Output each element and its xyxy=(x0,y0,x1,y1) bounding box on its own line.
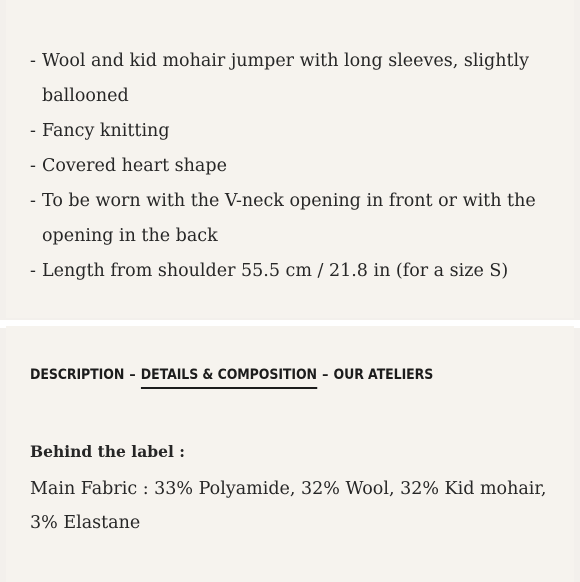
feature-text: To be worn with the V-neck opening in front or with the opening in the back xyxy=(42,191,536,246)
tab-description[interactable]: DESCRIPTION xyxy=(30,366,125,383)
feature-text: Covered heart shape xyxy=(42,156,227,176)
main-fabric-text: Main Fabric : 33% Polyamide, 32% Wool, 32% Kid mohair, 3% Elastane xyxy=(30,479,547,533)
info-tabs xyxy=(30,366,433,402)
tab-our-ateliers[interactable]: OUR ATELIERS xyxy=(333,366,434,383)
list-item xyxy=(30,114,570,149)
bullet-dash: - xyxy=(30,156,36,176)
composition-panel xyxy=(6,326,574,582)
bullet-dash: - xyxy=(30,121,36,141)
list-item xyxy=(30,44,570,114)
tab-details-composition[interactable]: DETAILS & COMPOSITION xyxy=(141,366,317,389)
bullet-dash: - xyxy=(30,191,36,211)
feature-list xyxy=(30,44,570,289)
composition-label-heading: Behind the label : xyxy=(30,442,185,461)
bullet-dash: - xyxy=(30,261,36,281)
product-features-panel xyxy=(6,0,574,318)
list-item xyxy=(30,149,570,184)
feature-text: Wool and kid mohair jumper with long sleeves, slightly ballooned xyxy=(42,51,530,106)
bullet-dash: - xyxy=(30,51,36,71)
feature-text: Length from shoulder 55.5 cm / 21.8 in (for a size S) xyxy=(42,261,509,281)
list-item xyxy=(30,184,570,254)
feature-text: Fancy knitting xyxy=(42,121,170,141)
list-item xyxy=(30,254,570,289)
tab-separator: – xyxy=(129,366,136,383)
tab-separator: – xyxy=(322,366,329,383)
